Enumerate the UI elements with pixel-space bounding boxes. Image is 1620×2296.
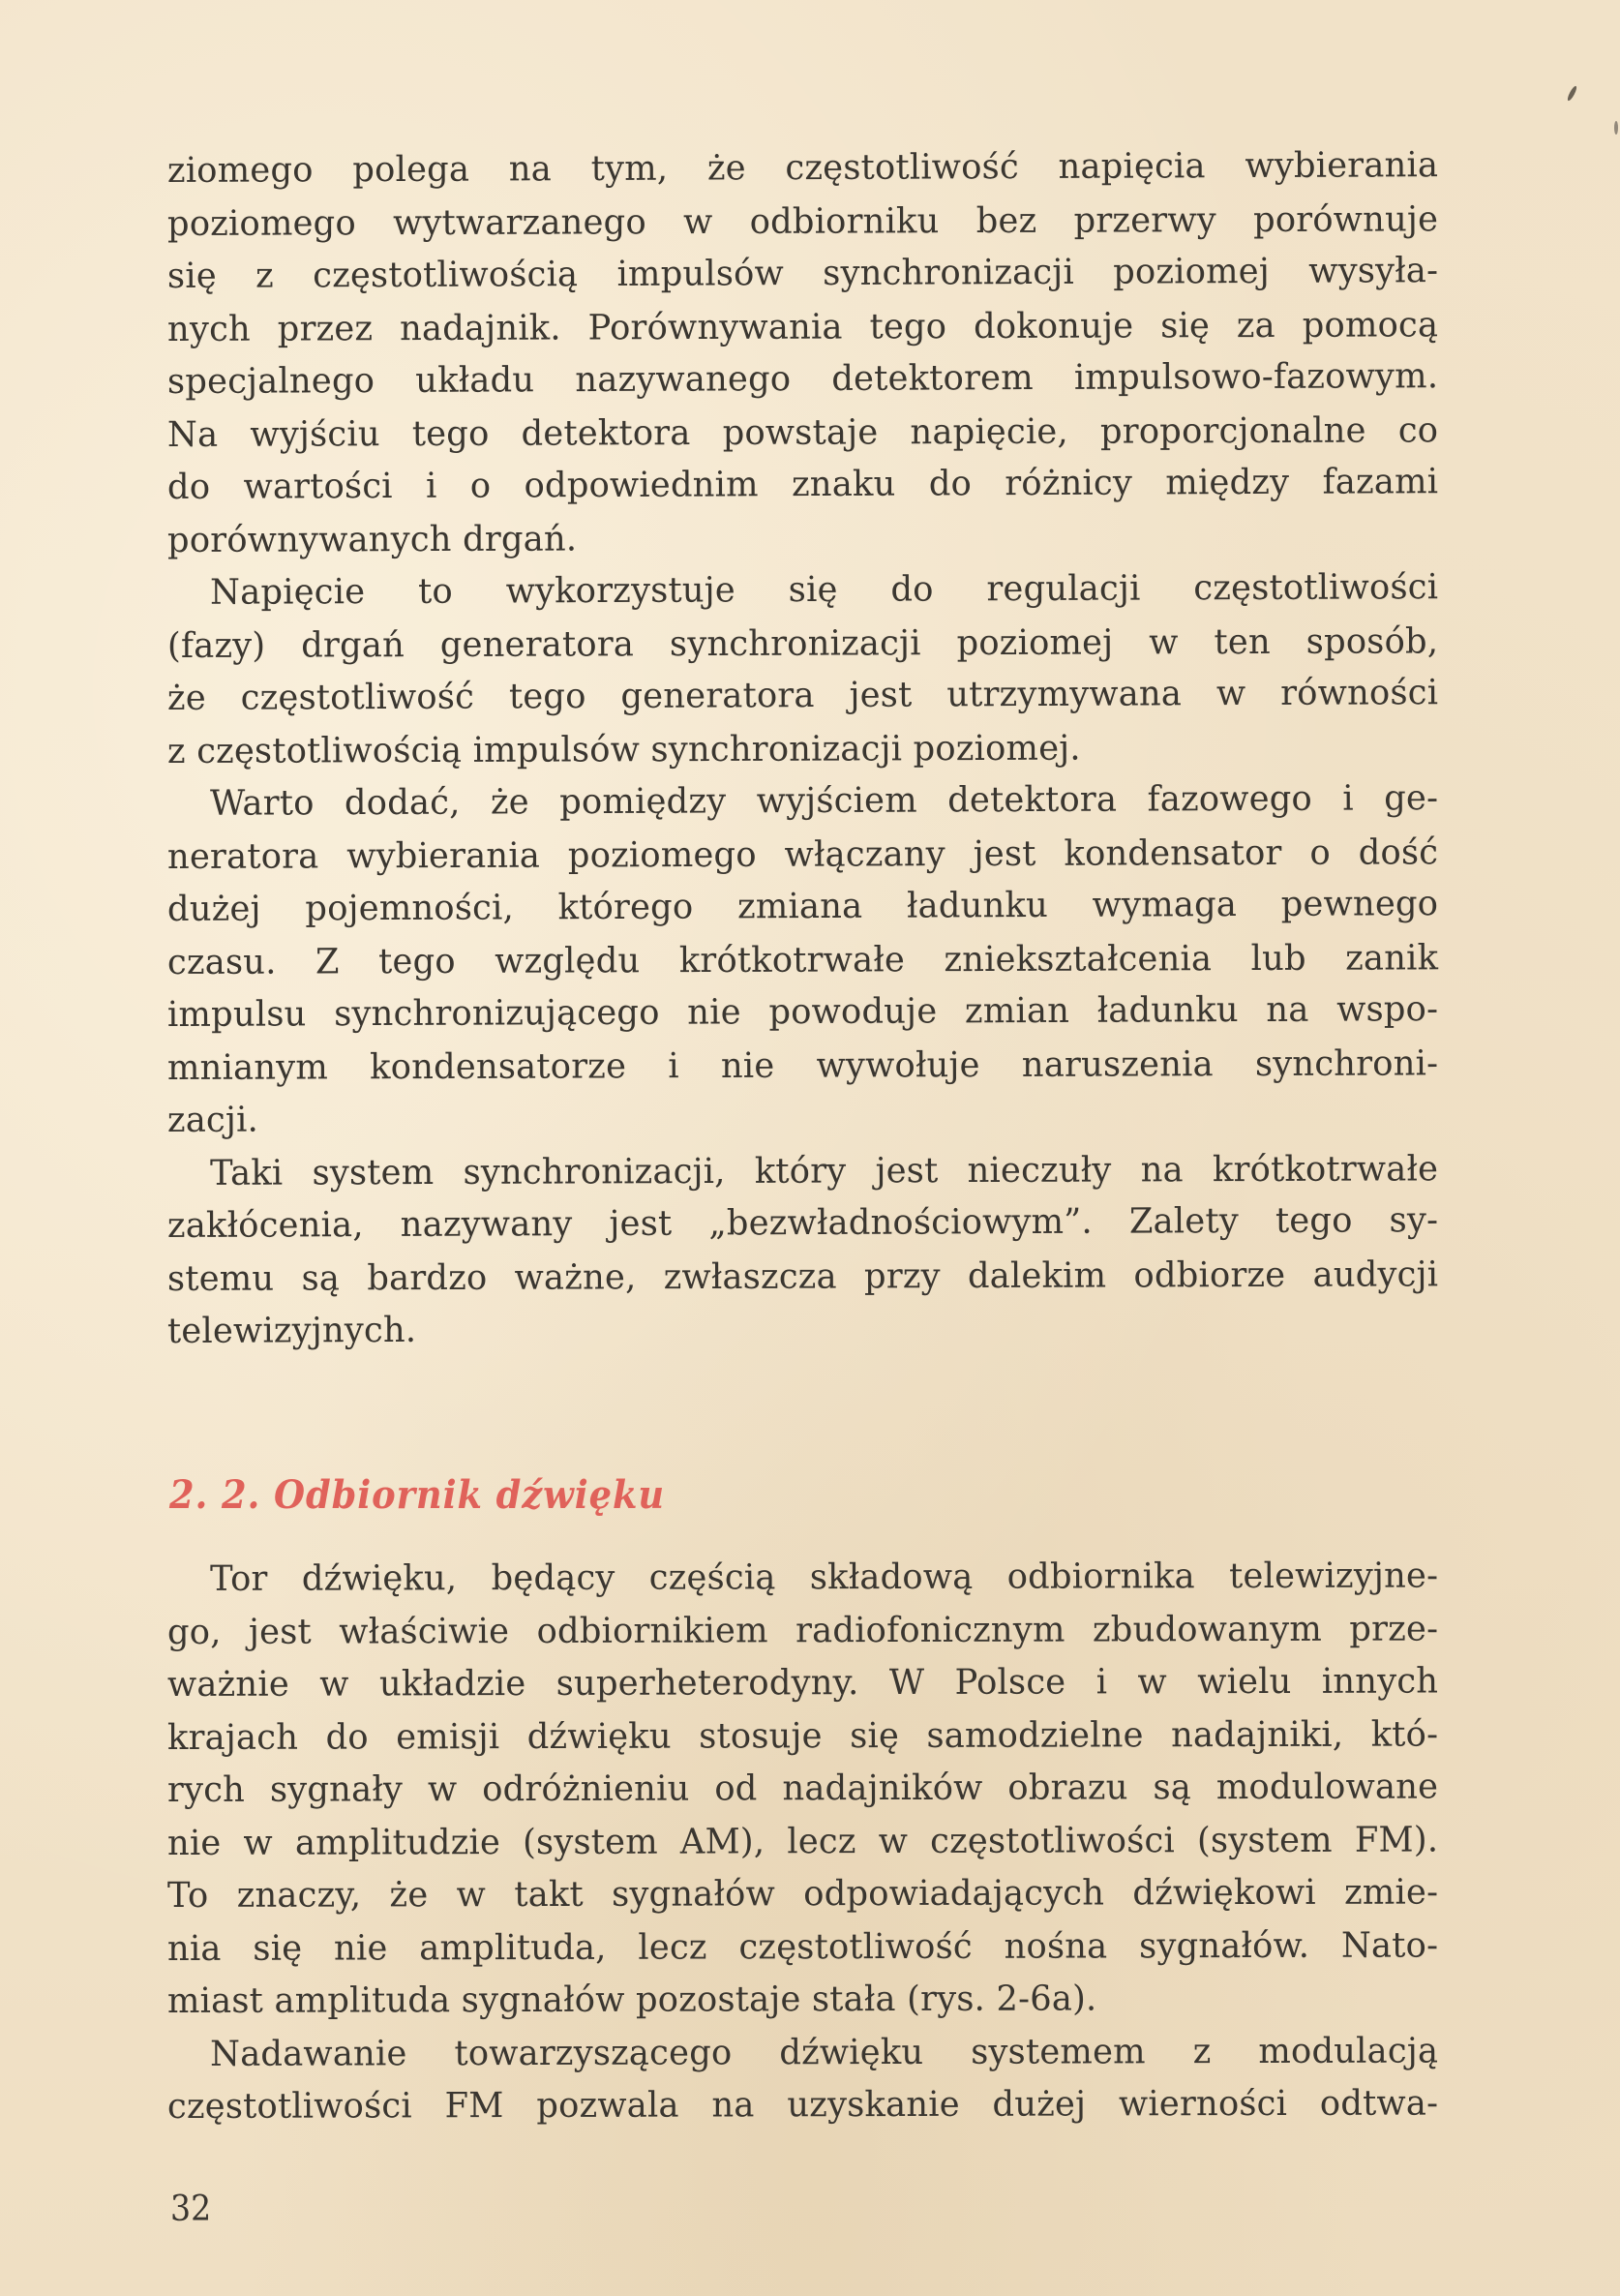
paper-speck [1566,85,1577,102]
section-heading: 2. 2. Odbiornik dźwięku [169,1472,666,1519]
text-line: dużej pojemności, którego zmiana ładunku wymaga pewnego [166,884,1439,929]
paper-speck [1614,121,1618,135]
text-line: porównywanych drgań. [166,518,578,560]
text-line: do wartości i o odpowiednim znaku do różnicy między fazami [166,462,1439,507]
text-line: z częstotliwością impulsów synchronizacji poziomej. [166,728,1081,771]
text-line: Na wyjściu tego detektora powstaje napięcie, proporcjonalne co [166,409,1439,455]
text-line: nia się nie amplituda, lecz częstotliwość nośna sygnałów. Nato- [166,1924,1439,1969]
section-1-body [167,145,1464,1359]
text-line: nie w amplitudzie (system AM), lecz w częstotliwości (system FM). [166,1819,1439,1863]
text-line: (fazy) drgań generatora synchronizacji poziomej w ten sposób, [166,620,1439,666]
text-line: zacji. [166,1100,259,1140]
text-line: Tor dźwięku, będący częścią składową odbiornika telewizyjne- [210,1556,1439,1599]
text-line: To znaczy, że w takt sygnałów odpowiadających dźwiękowi zmie- [166,1872,1439,1916]
text-line: miast amplituda sygnałów pozostaje stała (rys. 2-6a). [166,1979,1097,2021]
section-2-body [167,1554,1464,2134]
text-line: neratora wybierania poziomego włączany jest kondensator o dość [166,831,1439,877]
text-line: krajach do emisji dźwięku stosuje się samodzielne nadajniki, któ- [166,1713,1439,1758]
text-line: nych przez nadajnik. Porównywania tego dokonuje się za pomocą [166,304,1439,349]
text-line: że częstotliwość tego generatora jest utrzymywana w równości [166,673,1439,718]
text-line: się z częstotliwością impulsów synchronizacji poziomej wysyła- [166,251,1439,296]
text-line: rych sygnały w odróżnieniu od nadajników obrazu są modulowane [166,1767,1439,1810]
text-line: Napięcie to wykorzystuje się do regulacji częstotliwości [210,567,1439,613]
text-line: Taki system synchronizacji, który jest nieczuły na krótkotrwałe [210,1148,1439,1193]
text-line: czasu. Z tego względu krótkotrwałe zniekształcenia lub zanik [166,937,1439,982]
text-line: ziomego polega na tym, że częstotliwość napięcia wybierania [166,145,1439,191]
text-line: zakłócenia, nazywany jest „bezwładnościowym”. Zalety tego sy- [166,1200,1439,1246]
text-line: stemu są bardzo ważne, zwłaszcza przy dalekim odbiorze audycji [166,1254,1439,1299]
text-line: poziomego wytwarzanego w odbiorniku bez przerwy porównuje [166,198,1439,244]
text-line: specjalnego układu nazywanego detektorem impulsowo-fazowym. [166,356,1439,402]
text-line: telewizyjnych. [166,1310,417,1351]
text-line: częstotliwości FM pozwala na uzyskanie dużej wierności odtwa- [166,2083,1439,2127]
text-line: impulsu synchronizującego nie powoduje zmian ładunku na wspo- [166,989,1439,1035]
page-number: 32 [170,2190,212,2229]
text-line: go, jest właściwie odbiornikiem radiofonicznym zbudowanym prze- [166,1608,1439,1652]
text-line: Warto dodać, że pomiędzy wyjściem detektora fazowego i ge- [210,778,1439,824]
text-line: mnianym kondensatorze i nie wywołuje naruszenia synchroni- [166,1042,1439,1088]
text-line: ważnie w układzie superheterodyny. W Polsce i w wielu innych [166,1661,1439,1705]
text-line: Nadawanie towarzyszącego dźwięku systemem z modulacją [210,2030,1439,2074]
